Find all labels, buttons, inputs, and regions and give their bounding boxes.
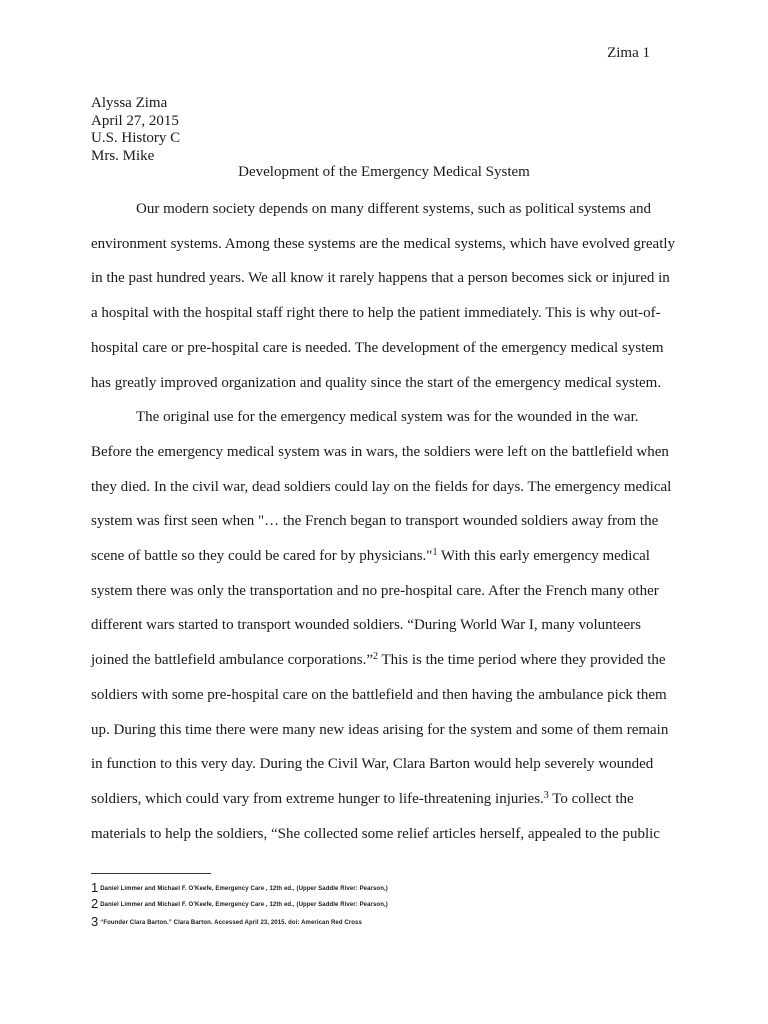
body-line bbox=[91, 375, 661, 392]
body-line-text: hospital care or pre-hospital care is needed. The development of the emergency medical system bbox=[91, 339, 664, 356]
body-line-text: in function to this very day. During the Civil War, Clara Barton would help severely wounded bbox=[91, 756, 654, 773]
body-line-text: soldiers with some pre-hospital care on the battlefield and then having the ambulance pick them bbox=[91, 686, 667, 703]
author-name: Alyssa Zima bbox=[91, 95, 168, 111]
footnote bbox=[91, 893, 388, 911]
footnote-text: Daniel Limmer and Michael F. O’Keefe, Emergency Care , 12th ed., (Upper Saddle River: Pearson,) bbox=[100, 886, 388, 892]
course-name: U.S. History C bbox=[91, 130, 181, 146]
body-line-text: a hospital with the hospital staff right there to help the patient immediately. This is why out-of- bbox=[91, 305, 661, 322]
footnote-number: 2 bbox=[91, 896, 99, 911]
body-line-text: soldiers, which could vary from extreme hunger to life-threatening injuries. bbox=[91, 790, 544, 807]
body-line-text: The original use for the emergency medical system was for the wounded in the war. bbox=[136, 409, 639, 426]
footnote-text: Daniel Limmer and Michael F. O’Keefe, Emergency Care , 12th ed., (Upper Saddle River: Pearson,) bbox=[100, 902, 388, 908]
body-line bbox=[91, 270, 670, 287]
body-line-text: Our modern society depends on many different systems, such as political systems and bbox=[136, 201, 652, 217]
body-line-text: has greatly improved organization and quality since the start of the emergency medical system. bbox=[91, 374, 662, 391]
body-line bbox=[91, 479, 671, 496]
body-line bbox=[91, 513, 658, 530]
footnote-reference: 1 bbox=[432, 547, 438, 558]
body-line bbox=[91, 444, 669, 461]
footnote-number: 3 bbox=[91, 914, 99, 929]
body-line-text: To collect the bbox=[548, 790, 634, 807]
body-line bbox=[91, 791, 634, 808]
body-line-text: system there was only the transportation and no pre-hospital care. After the French many other bbox=[91, 582, 659, 599]
body-line bbox=[136, 409, 639, 426]
body-line bbox=[91, 340, 664, 357]
paper-title: Development of the Emergency Medical System bbox=[238, 164, 530, 180]
heading-block bbox=[91, 95, 180, 165]
body-line bbox=[91, 548, 650, 565]
footnote bbox=[91, 911, 362, 929]
body-line bbox=[91, 687, 667, 704]
body-line bbox=[91, 826, 660, 843]
body-line bbox=[91, 722, 668, 739]
page-header: Zima 1 bbox=[607, 45, 650, 61]
body-line bbox=[91, 583, 659, 600]
body-line bbox=[91, 617, 641, 634]
body-line-text: in the past hundred years. We all know it rarely happens that a person becomes sick or injured in bbox=[91, 270, 670, 287]
body-line-text: up. During this time there were many new ideas arising for the system and some of them remain bbox=[91, 721, 669, 738]
body-line-text: they died. In the civil war, dead soldiers could lay on the fields for days. The emergency medical bbox=[91, 478, 672, 495]
body-line-text: environment systems. Among these systems are the medical systems, which have evolved greatly bbox=[91, 235, 676, 252]
body-line bbox=[136, 201, 651, 218]
paper-date: April 27, 2015 bbox=[91, 112, 179, 129]
body-line bbox=[91, 236, 675, 253]
body-line-text: joined the battlefield ambulance corporations.” bbox=[91, 652, 373, 669]
footnote-reference: 3 bbox=[543, 789, 549, 801]
body-line bbox=[91, 652, 666, 669]
body-line bbox=[91, 756, 653, 773]
footnote-separator bbox=[91, 873, 211, 874]
footnote-reference: 2 bbox=[372, 651, 378, 663]
teacher-name: Mrs. Mike bbox=[91, 147, 155, 164]
body-line-text: different wars started to transport wounded soldiers. “During World War I, many volunteers bbox=[91, 617, 641, 634]
footnote-number: 1 bbox=[91, 880, 99, 895]
body-line-text: This is the time period where they provided the bbox=[377, 652, 666, 669]
body-line-text: scene of battle so they could be cared for by physicians." bbox=[91, 548, 433, 564]
body-line-text: materials to help the soldiers, “She collected some relief articles herself, appealed to the public bbox=[91, 825, 660, 842]
footnote-text: “Founder Clara Barton.” Clara Barton. Accessed April 23, 2015. doi: American Red Cross bbox=[100, 920, 362, 926]
body-line-text: With this early emergency medical bbox=[437, 548, 650, 564]
body-line bbox=[91, 305, 661, 322]
body-line-text: system was first seen when "… the French began to transport wounded soldiers away from the bbox=[91, 513, 659, 530]
body-line-text: Before the emergency medical system was in wars, the soldiers were left on the battlefield when bbox=[91, 443, 669, 460]
